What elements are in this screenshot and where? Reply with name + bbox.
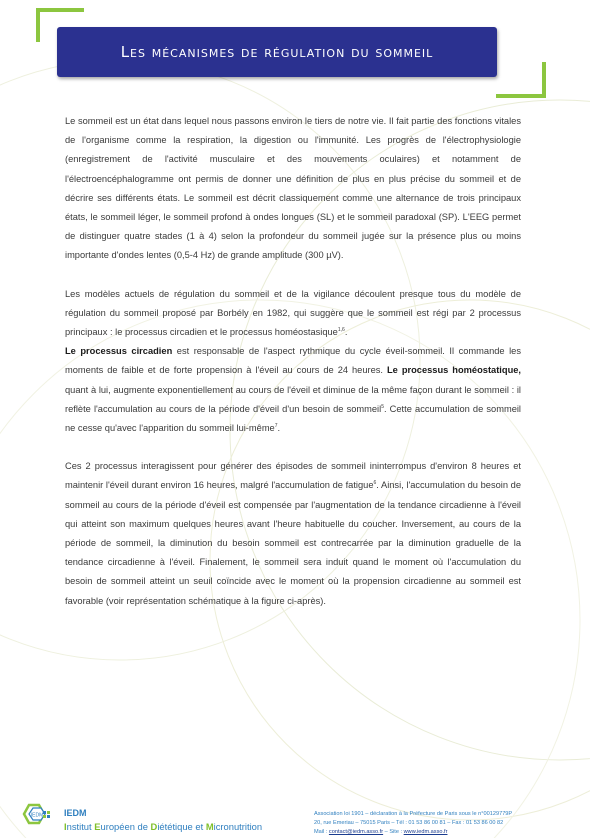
- reference-sup: 7: [274, 422, 278, 429]
- text-run: est responsable de l'aspect rythmique du cycle éveil-sommeil. Il commande les moments de faible et de forte propension à l'éveil au cours de 24 heures.: [65, 346, 521, 376]
- footer-address-line: 20, rue Emeriau – 75015 Paris – Tél : 01 53 86 00 81 – Fax : 01 53 86 00 82: [314, 820, 504, 826]
- paragraph-interaction: [65, 457, 521, 611]
- email-link[interactable]: contact@iedm.asso.fr: [328, 829, 384, 835]
- paragraph-sleep-definition: Le sommeil est un état dans lequel nous passons environ le tiers de notre vie. Il fait partie des fonctions vitales de l'organisme comme la respiration, la digestion ou l'immunité. Les progrès de l'électrophysiologie (enregistrement de l'activité musculaire et des mouvements oculaires) et notamment de l'électroencéphalogramme ont permis de donner une définition de plus en plus précise du sommeil et de décrire ses différents états. Le sommeil est décrit classiquement comme une alternance de trois principaux états, le sommeil léger, le sommeil profond à ondes longues (SL) et le sommeil paradoxal (SP). L'EEG permet de distinguer quatre stades (1 à 4) selon la profondeur du sommeil jugée sur la présence plus ou moins importante d'ondes lentes (0,5-4 Hz) de grande amplitude (300 µV).: [65, 116, 521, 261]
- page-title: Les mécanismes de régulation du sommeil: [120, 43, 434, 61]
- mail-label: Mail :: [314, 829, 329, 835]
- footer-contact-info: [314, 810, 588, 837]
- website-link[interactable]: www.iedm.asso.fr: [403, 829, 448, 835]
- paragraph-gap: [65, 438, 521, 457]
- brand-initial: M: [205, 821, 214, 832]
- brand-word: icronutrition: [213, 821, 263, 832]
- brand-abbreviation: IEDM: [64, 808, 87, 818]
- brand-initial: E: [94, 821, 101, 832]
- text-run: . Ainsi, l'accumulation du besoin de sommeil au cours de la période d'éveil est compensée par l'augmentation de la tendance circadienne à l'éveil qui atteint son maximum quelques heures avant l'heure habituelle du coucher. Inversement, au cours de la période de sommeil, la diminution du besoin sommeil est contrecarrée par la diminution graduelle de la tendance circadienne à l'éveil. Finalement, le sommeil sera induit quand le moment où l'accumulation du besoin de sommeil atteint un seuil coïncide avec le moment où la propension circadienne au sommeil est favorable (voir représentation schématique à la figure ci-après).: [65, 480, 522, 606]
- text-run: quant à lui, augmente exponentiellement au cours de l'éveil et diminue de la même façon durant le sommeil : il reflète l'accumulation au cours de la période d'éveil d'un besoin de sommeil: [65, 384, 521, 414]
- brand-word: uropéen de: [100, 821, 151, 832]
- reference-sup: 5: [381, 403, 384, 410]
- paragraph-gap: [65, 266, 521, 285]
- brand-initial: D: [150, 821, 158, 832]
- title-banner: [57, 27, 497, 77]
- logo-lettering: IEDM: [30, 812, 44, 819]
- term-circadian-process: Le processus circadien: [65, 346, 173, 357]
- reference-sup: 6: [373, 480, 377, 487]
- brand-initial: I: [64, 821, 67, 832]
- site-label: – Site :: [383, 829, 404, 835]
- text-run: . Cette accumulation de sommeil ne cesse qu'avec l'apparition du sommeil lui-même: [65, 403, 521, 434]
- brand-full-name: [64, 821, 262, 832]
- brand-word: iététique et: [157, 821, 206, 832]
- paragraph-borbely-model: [65, 285, 521, 343]
- term-homeostatic-process: Le processus homéostatique,: [387, 365, 521, 376]
- text-run: Les modèles actuels de régulation du sommeil et de la vigilance découlent presque tous du modèle de régulation du sommeil proposé par Borbély en 1982, qui suggère que le sommeil est régi par 2 processus principaux : le processus circadien et le processus homéostasique: [65, 288, 521, 338]
- text-run: .: [344, 327, 348, 338]
- text-run: .: [277, 423, 281, 434]
- paragraph-processes: [65, 342, 521, 438]
- text-run: Ces 2 processus interagissent pour générer des épisodes de sommeil ininterrompus d'environ 8 heures et maintenir l'éveil durant environ 16 heures, malgré l'accumulation de fatigue: [65, 461, 521, 491]
- reference-sup: 1,6: [337, 326, 345, 333]
- brand-word: nstitut: [66, 821, 95, 832]
- footer-association-line: Association loi 1901 – déclaration à la Préfecture de Paris sous le n°00129779P: [314, 811, 513, 817]
- article-body: [65, 112, 521, 611]
- footer-contact-line: [314, 828, 588, 837]
- bottom-right-corner-accent: [494, 60, 546, 98]
- iedm-logo-icon: [22, 803, 60, 831]
